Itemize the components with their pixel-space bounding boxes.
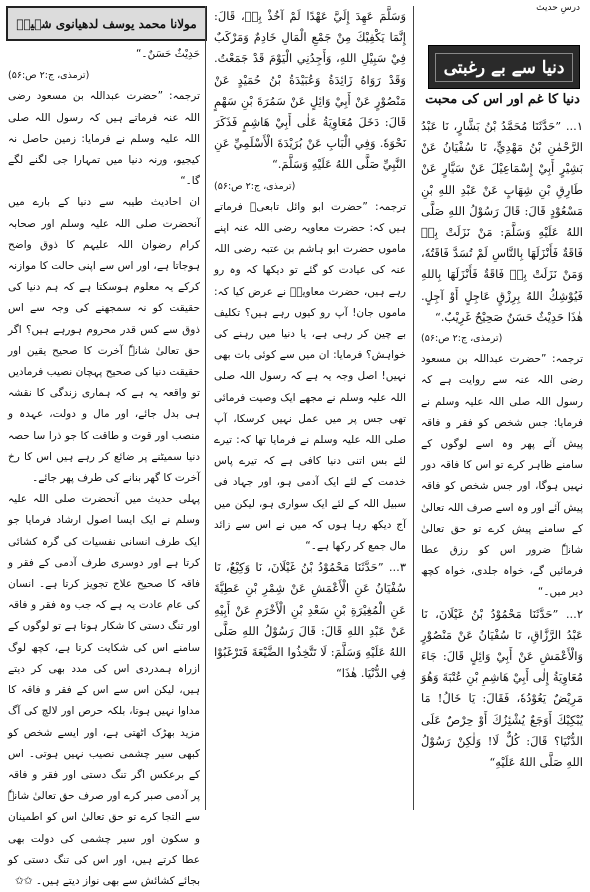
hadith-reference: (ترمذی، ج:۲ ص:۵۶) [8, 70, 90, 82]
column-divider [205, 6, 206, 810]
urdu-paragraph: ترجمہ: ”حضرت عبداللہ بن مسعود رضی اللہ عنہ سے روایت ہے کہ رسول اللہ صلی اللہ علیہ وسلم نے فرمایا: جس شخص کو فقر و فاقہ پیش آئے پھر وہ اسے لوگوں کے سامنے ظاہر کرے تو اس کا فاقہ دور نہیں ہوگا، اور جس شخص کو فاقہ پیش آئے اور وہ اسے صرف اللہ تعالیٰ کے سامنے پیش کرے تو حق تعالیٰ شانہٗ ضرور اس کو رزق عطا فرمائیں گے، خواہ جلدی، خواہ کچھ دیر میں۔“ [421, 353, 583, 599]
urdu-paragraph: پہلی حدیث میں آنحضرت صلی اللہ علیہ وسلم نے ایک ایسا اصول ارشاد فرمایا جو ایک طرف انسانی نفسیات کی گرہ کشائی کرتا ہے اور دوسری طرف آدمی کے فقر و فاقہ کا صحیح علاج تجویز کرتا ہے۔ انسان کی عام عادت یہ ہے کہ جب وہ فقر و فاقہ اور تنگ دستی کا شکار ہوتا ہے تو لوگوں کے سامنے اس کی شکایت کرتا ہے، کچھ لوگ ازراہ ہمدردی اس کی مدد بھی کر دیتے ہیں، لیکن اس سے اس کے فقر و فاقہ کا مداوا نہیں ہوتا، بلکہ حرص اور لالچ کی آگ مزید بھڑک اٹھتی ہے، اور ایسے شخص کو کبھی سیر چشمی نصیب نہیں ہوتی۔ اس کے برعکس اگر تنگ دستی اور فقر و فاقہ پر آدمی صبر کرے اور صرف حق تعالیٰ شانہٗ سے التجا کرے تو حق تعالیٰ اس کو اطمینان و سکون اور سیر چشمی کی دولت بھی عطا کرتے ہیں، اور اس کی تنگ دستی کو بجائے کشائش سے بھی نواز دیتے ہیں۔ ✩✩ [8, 493, 200, 887]
hadith-arabic-text: ۱... ”حَدَّثَنَا مُحَمَّدُ بْنُ بَشَّارٍ، نَا عَبْدُ الرَّحْمٰنِ بْنُ مَهْدِيٍّ، نَا سُفْيَانُ عَنْ بَشِيْرٍ أَبِيْ إِسْمَاعِيْلَ عَنْ سَيَّارٍ عَنْ طَارِقِ بْنِ شِهَابٍ عَنْ عَبْدِ اللهِ بْنِ مَسْعُوْدٍ قَالَ: قَالَ رَسُوْلُ اللهِ صَلَّى اللهُ عَلَيْهِ وَسَلَّمَ: مَنْ نَزَلَتْ بِهٖ فَاقَةٌ فَأَنْزَلَهَا بِالنَّاسِ لَمْ تُسَدَّ فَاقَتُهٗ، وَمَنْ نَزَلَتْ بِهٖ فَاقَةٌ فَأَنْزَلَهَا بِاللهِ فَيُوْشِكُ اللهُ بِرِزْقٍ عَاجِلٍ أَوْ آجِلٍ. هٰذَا حَدِيْثٌ حَسَنٌ صَحِيْحٌ غَرِيْبٌ.“ [421, 119, 583, 324]
hadith-arabic-text: وَسَلَّمَ عَهِدَ إِلَيَّ عَهْدًا لَمْ آخُذْ بِهٖ، قَالَ: إِنَّمَا يَكْفِيْكَ مِنْ جَمْعِ الْمَالِ خَادِمٌ وَمَرْكَبٌ فِيْ سَبِيْلِ اللهِ، وَأَجِدُنِي الْيَوْمَ قَدْ جَمَعْتُ. وَقَدْ رَوَاهُ زَائِدَةُ وَعُبَيْدَةُ بْنُ حُمَيْدٍ عَنْ مَنْصُوْرٍ عَنْ أَبِيْ وَائِلٍ عَنْ سَمُرَةَ بْنِ سَهْمٍ قَالَ: دَخَلَ مُعَاوِيَةُ عَلٰى أَبِيْ هَاشِمٍ فَذَكَرَ نَحْوَهٗ. وَفِي الْبَابِ عَنْ بُرَيْدَةَ الْأَسْلَمِيِّ عَنِ النَّبِيِّ صَلَّى اللهُ عَلَيْهِ وَسَلَّمَ.“ [214, 9, 406, 172]
urdu-paragraph: ترجمہ: ”حضرت عبداللہ بن مسعود رضی اللہ عنہ فرماتے ہیں کہ رسول اللہ صلی اللہ علیہ وسلم نے فرمایا: زمین حاصل نہ کیجیو، ورنہ دنیا میں تمہارا جی لگنے لگے گا۔“ [8, 90, 200, 188]
section-tag: درسِ حدیث [536, 3, 580, 13]
hadith-arabic-text: ۳... ”حَدَّثَنَا مَحْمُوْدُ بْنُ غَيْلَانَ، نَا وَكِيْعٌ، نَا سُفْيَانُ عَنِ الْأَعْمَشِ عَنْ شِمْرِ بْنِ عَطِيَّةَ عَنِ الْمُغِيْرَةِ بْنِ سَعْدِ بْنِ الْأَخْرَمِ عَنْ أَبِيْهِ عَنْ عَبْدِ اللهِ قَالَ: قَالَ رَسُوْلُ اللهِ صَلَّى اللهُ عَلَيْهِ وَسَلَّمَ: لَا تَتَّخِذُوا الضَّيْعَةَ فَتَرْغَبُوْا فِي الدُّنْيَا. هٰذَا“ [214, 560, 406, 681]
left-column [8, 44, 200, 887]
article-title: دنیا سے بے رغبتی [435, 53, 574, 82]
middle-column [214, 6, 406, 810]
article-subtitle: دنیا کا غم اور اس کی محبت [425, 92, 580, 107]
column-divider [413, 6, 414, 810]
hadith-reference: (ترمذی، ج:۲ ص:۵۶) [214, 180, 296, 192]
urdu-paragraph: ان احادیث طیبہ سے دنیا کے بارے میں آنحضرت صلی اللہ علیہ وسلم اور صحابہ کرام رضوان اللہ علیہم کا ذوق واضح ہوجاتا ہے، اور اس سے اپنی حالت کا موازنہ کرکے یہ معلوم ہوسکتا ہے کہ ہم دنیا کی حقیقت کو نہ سمجھنے کی وجہ سے اس ذوق سے کس قدر محروم ہورہے ہیں؟ اگر حق تعالیٰ شانہٗ آخرت کا صحیح یقین اور حقیقت دنیا کی صحیح پہچان نصیب فرمادیں تو واقعہ یہ ہے کہ ہماری زندگی کا نقشہ ہی بدل جائے، اور مال و دولت، عہدہ و منصب اور قوت و طاقت کا جو ذرا سا حصہ دنیا سمیٹنے پر ضائع کر رہے ہیں اس کا رخ آخرت کا گھر بنانے کی طرف پھر جائے۔ [8, 196, 200, 485]
urdu-paragraph: ترجمہ: ”حضرت ابو وائل تابعیؒ فرماتے ہیں کہ: حضرت معاویہ رضی اللہ عنہ اپنے ماموں حضرت ابو ہاشم بن عتبہ رضی اللہ عنہ کی عیادت کو گئے تو دیکھا کہ وہ رو رہے ہیں، حضرت معاویہؓ نے عرض کیا کہ: ماموں جان! آپ رو کیوں رہے ہیں؟ تکلیف بے چین کر رہی ہے، یا دنیا میں رہنے کی خواہش؟ فرمایا: ان میں سے کوئی بات بھی نہیں! اصل وجہ یہ ہے کہ رسول اللہ صلی اللہ علیہ وسلم نے مجھے ایک وصیت فرمائی تھی جس پر میں عمل نہیں کرسکا، آپ صلی اللہ علیہ وسلم نے فرمایا تھا کہ: تیرے لئے بس اتنی دنیا کافی ہے کہ تیرے پاس خدمت کے لئے ایک آدمی ہو، اور جہاد فی سبیل اللہ کے لئے ایک سواری ہو، لیکن میں آج دیکھ رہا ہوں کہ میں نے اس سے زائد مال جمع کر رکھا ہے۔“ [214, 200, 406, 553]
author-banner [6, 6, 207, 41]
hadith-arabic-text: ۲... ”حَدَّثَنَا مَحْمُوْدُ بْنُ غَيْلَانَ، نَا عَبْدُ الرَّزَّاقِ، نَا سُفْيَانُ عَنْ مَنْصُوْرٍ وَالْأَعْمَشِ عَنْ أَبِيْ وَائِلٍ قَالَ: جَاءَ مُعَاوِيَةُ إِلٰى أَبِيْ هَاشِمِ بْنِ عُتْبَةَ وَهُوَ مَرِيْضٌ يَعُوْدُهٗ، فَقَالَ: يَا خَالُ! مَا يُبْكِيْكَ أَوَجَعٌ يُشْئِزُكَ أَوْ حِرْصٌ عَلَى الدُّنْيَا؟ قَالَ: كُلٌّ لَا! وَلٰكِنْ رَسُوْلُ اللهِ صَلَّى اللهُ عَلَيْهِ“ [421, 606, 583, 770]
hadith-reference: (ترمذی، ج:۲ ص:۵۶) [421, 333, 503, 345]
author-name: مولانا محمد یوسف لدھیانوی شہیدؒ [16, 16, 197, 31]
urdu-paragraph: حَدِیْثٌ حَسَنٌ۔“ [135, 48, 200, 60]
article-title-banner [428, 45, 580, 89]
right-column [421, 116, 583, 810]
